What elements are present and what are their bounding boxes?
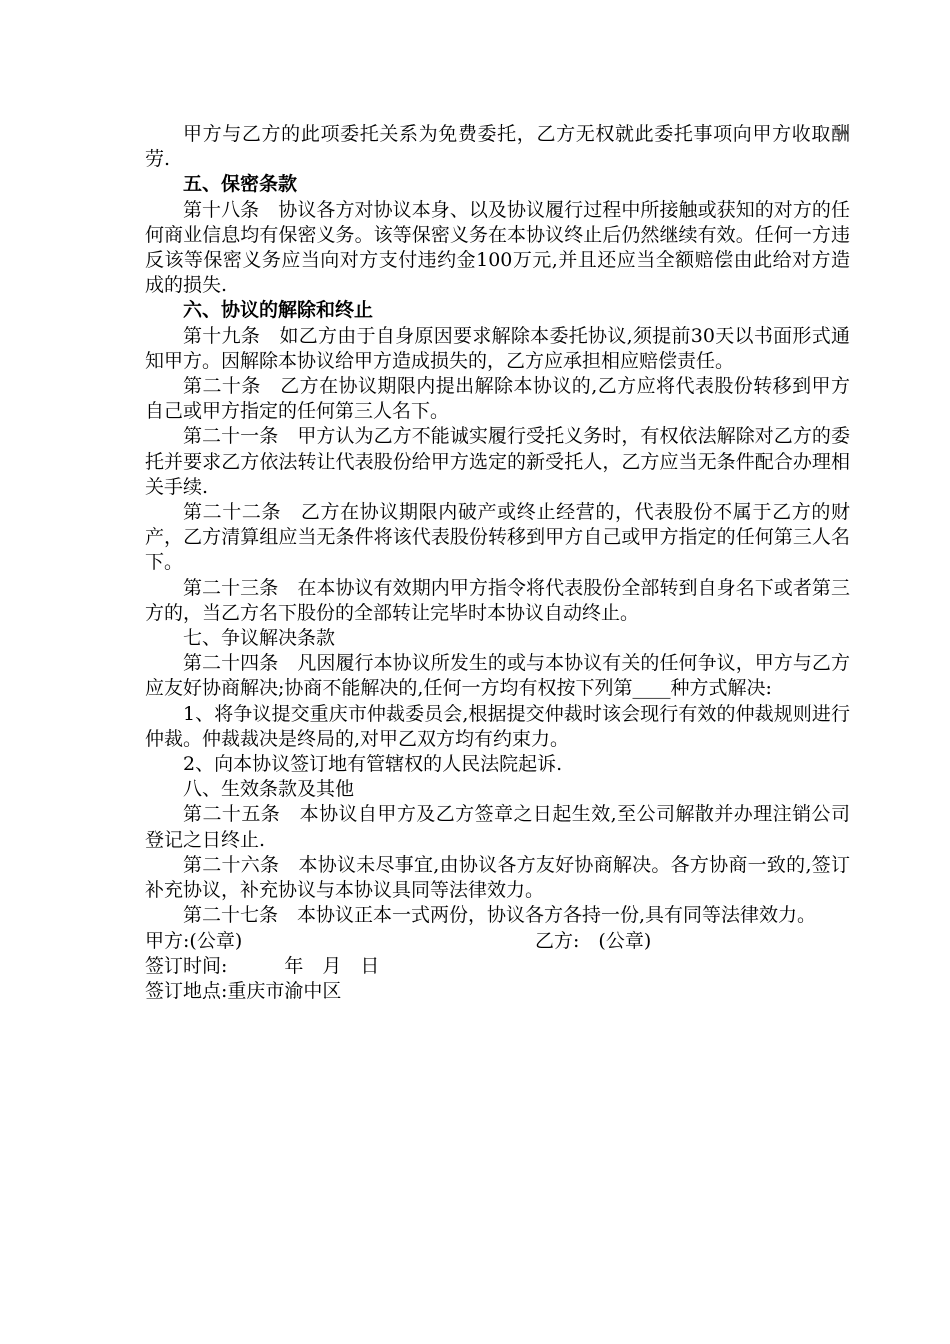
party-a-seal-label: 甲方:(公章) xyxy=(145,929,243,952)
document-paragraph: 第十九条 如乙方由于自身原因要求解除本委托协议,须提前30天以书面形式通知甲方。因解除本协议给甲方造成损失的，乙方应承担相应赔偿责任。 xyxy=(145,324,850,372)
document-paragraph: 第二十一条 甲方认为乙方不能诚实履行受托义务时，有权依法解除对乙方的委托并要求乙方依法转让代表股份给甲方选定的新受托人，乙方应当无条件配合办理相关手续. xyxy=(145,425,850,498)
section-heading: 六、协议的解除和终止 xyxy=(183,299,374,322)
document-paragraph: 甲方与乙方的此项委托关系为免费委托，乙方无权就此委托事项向甲方收取酬劳. xyxy=(145,123,850,171)
sign-place-line: 签订地点:重庆市渝中区 xyxy=(145,979,342,1002)
document-paragraph: 1、将争议提交重庆市仲裁委员会,根据提交仲裁时该会现行有效的仲裁规则进行仲裁。仲裁裁决是终局的,对甲乙双方均有约束力。 xyxy=(145,702,850,750)
document-paragraph: 第二十四条 凡因履行本协议所发生的或与本协议有关的任何争议，甲方与乙方应友好协商解决;协商不能解决的,任何一方均有权按下列第____种方式解决: xyxy=(145,652,850,700)
section-heading: 八、生效条款及其他 xyxy=(183,778,355,801)
document-body xyxy=(145,122,850,929)
section-heading: 五、保密条款 xyxy=(183,173,298,196)
document-paragraph: 2、向本协议签订地有管辖权的人民法院起诉. xyxy=(183,753,563,776)
party-b-seal-label: 乙方: (公章) xyxy=(535,929,652,952)
document-paragraph: 第二十五条 本协议自甲方及乙方签章之日起生效,至公司解散并办理注销公司登记之日终止. xyxy=(145,803,850,851)
document-paragraph: 第二十七条 本协议正本一式两份，协议各方各持一份,具有同等法律效力。 xyxy=(183,904,817,927)
document-paragraph: 第二十六条 本协议未尽事宜,由协议各方友好协商解决。各方协商一致的,签订补充协议，补充协议与本协议具同等法律效力。 xyxy=(145,853,850,902)
document-paragraph: 第二十条 乙方在协议期限内提出解除本协议的,乙方应将代表股份转移到甲方自己或甲方指定的任何第三人名下。 xyxy=(145,375,850,423)
sign-date-line: 签订时间: 年 月 日 xyxy=(145,954,380,977)
document-page xyxy=(145,122,850,1004)
document-paragraph: 第二十二条 乙方在协议期限内破产或终止经营的，代表股份不属于乙方的财产，乙方清算组应当无条件将该代表股份转移到甲方自己或甲方指定的任何第三人名下。 xyxy=(145,501,850,574)
section-heading: 七、争议解决条款 xyxy=(183,627,336,650)
document-paragraph: 第二十三条 在本协议有效期内甲方指令将代表股份全部转到自身名下或者第三方的，当乙方名下股份的全部转让完毕时本协议自动终止。 xyxy=(145,576,850,624)
document-paragraph: 第十八条 协议各方对协议本身、以及协议履行过程中所接触或获知的对方的任何商业信息均有保密义务。该等保密义务在本协议终止后仍然继续有效。任何一方违反该等保密义务应当向对方支付违约金100万元,并且还应当全额赔偿由此给对方造成的损失. xyxy=(145,198,850,297)
signature-row xyxy=(145,929,850,954)
